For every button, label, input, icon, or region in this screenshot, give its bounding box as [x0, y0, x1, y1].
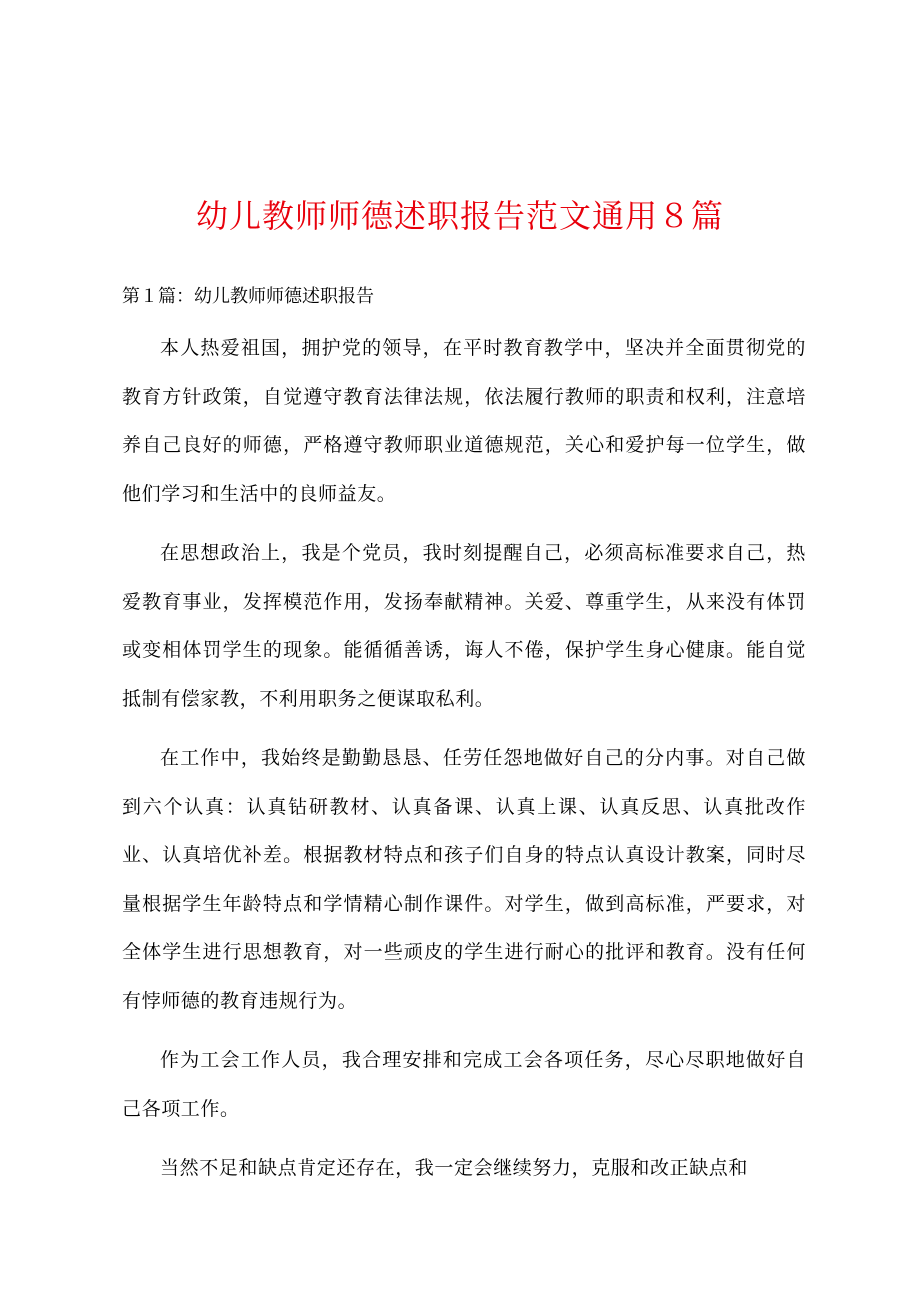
document-body [122, 324, 806, 1204]
paragraph-1: 本人热爱祖国，拥护党的领导，在平时教育教学中，坚决并全面贯彻党的教育方针政策，自觉遵守教育法律法规，依法履行教师的职责和权利，注意培养自己良好的师德，严格遵守教师职业道德规范，关心和爱护每一位学生，做他们学习和生活中的良师益友。 [122, 337, 806, 505]
section-heading: 第１篇：幼儿教师师德述职报告 [122, 286, 374, 307]
paragraph-4: 作为工会工作人员，我合理安排和完成工会各项任务，尽心尽职地做好自己各项工作。 [122, 1049, 806, 1120]
document-title: 幼儿教师师德述职报告范文通用８篇 [195, 197, 724, 235]
paragraph-5: 当然不足和缺点肯定还存在，我一定会继续努力，克服和改正缺点和 [160, 1157, 749, 1179]
paragraph-2: 在思想政治上，我是个党员，我时刻提醒自己，必须高标准要求自己，热爱教育事业，发挥模范作用，发扬奉献精神。关爱、尊重学生，从来没有体罚或变相体罚学生的现象。能循循善诱，诲人不倦，保护学生身心健康。能自觉抵制有偿家教，不利用职务之便谋取私利。 [122, 542, 806, 710]
paragraph-3: 在工作中，我始终是勤勤恳恳、任劳任怨地做好自己的分内事。对自己做到六个认真：认真钻研教材、认真备课、认真上课、认真反思、认真批改作业、认真培优补差。根据教材特点和孩子们自身的特点认真设计教案，同时尽量根据学生年龄特点和学情精心制作课件。对学生，做到高标准，严要求，对全体学生进行思想教育，对一些顽皮的学生进行耐心的批评和教育。没有任何有悖师德的教育违规行为。 [122, 747, 806, 1012]
